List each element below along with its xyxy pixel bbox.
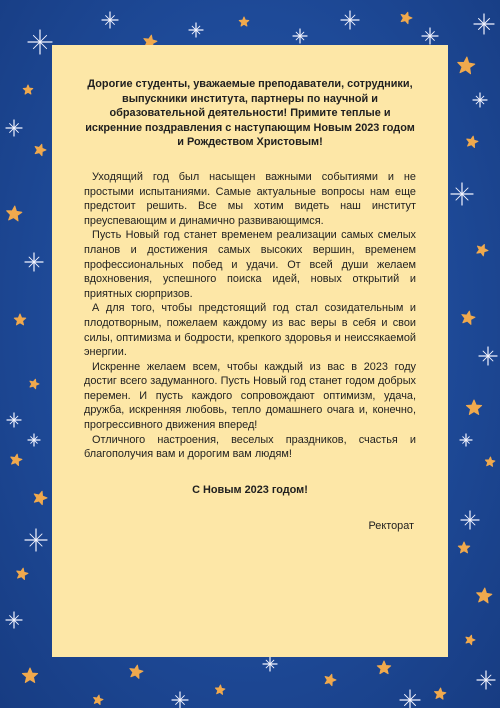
gold-star-icon bbox=[94, 695, 103, 704]
sparkle-icon bbox=[422, 28, 438, 44]
sparkle-icon bbox=[400, 690, 420, 708]
sparkle-icon bbox=[28, 434, 40, 446]
signature: Ректорат bbox=[368, 519, 414, 532]
letter-body bbox=[84, 170, 416, 462]
gold-star-icon bbox=[34, 491, 47, 504]
letter-paragraph: Искренне желаем всем, чтобы каждый из вас в 2023 году достиг всего задуманного. Пусть Новый год станет годом добрых перемен. И пусть каждого сопровождают оптимизм, удача, дружба, искренняя любовь, тепло домашнего очага и, конечно, прогрессивного движения вперед! bbox=[84, 360, 416, 432]
letter-paragraph: Пусть Новый год станет временем реализации самых смелых планов и достижения самых высоких вершин, временем профессиональных побед и удачи. От всей души желаем вдохновения, успешного поиска идей, новых открытий и приятных сюрпризов. bbox=[84, 229, 416, 300]
gold-star-icon bbox=[22, 668, 37, 682]
sparkle-icon bbox=[172, 692, 188, 708]
new-year-greeting: С Новым 2023 годом! bbox=[192, 483, 308, 496]
gold-star-icon bbox=[23, 85, 33, 94]
sparkle-icon bbox=[460, 434, 472, 446]
sparkle-icon bbox=[473, 93, 487, 107]
gold-star-icon bbox=[466, 635, 475, 645]
sparkle-icon bbox=[25, 529, 47, 551]
gold-star-icon bbox=[467, 136, 478, 147]
sparkle-icon bbox=[293, 29, 307, 43]
sparkle-icon bbox=[189, 23, 203, 37]
sparkle-icon bbox=[474, 14, 494, 34]
gold-star-icon bbox=[35, 144, 46, 155]
gold-star-icon bbox=[462, 311, 475, 324]
letter-intro: Дорогие студенты, уважаемые преподаватели, сотрудники, выпускники института, партнеры по научной и образовательной деятельности! Примите теплые и искренние поздравления с наступающим Новым 2023 годом и Рождеством Христовым! bbox=[85, 78, 415, 149]
gold-star-icon bbox=[239, 17, 249, 26]
sparkle-icon bbox=[263, 657, 277, 671]
gold-star-icon bbox=[7, 206, 22, 221]
gold-star-icon bbox=[458, 57, 475, 74]
letter-card bbox=[52, 45, 448, 657]
gold-star-icon bbox=[435, 688, 446, 699]
letter-paragraph: Отличного настроения, веселых праздников, счастья и благополучия вам и дорогим вам людям! bbox=[84, 433, 416, 461]
gold-star-icon bbox=[17, 568, 28, 579]
sparkle-icon bbox=[102, 12, 118, 28]
sparkle-icon bbox=[451, 183, 473, 205]
gold-star-icon bbox=[458, 542, 469, 553]
gold-star-icon bbox=[401, 12, 412, 23]
sparkle-icon bbox=[25, 253, 43, 271]
gold-star-icon bbox=[11, 454, 22, 465]
sparkle-icon bbox=[477, 671, 495, 689]
sparkle-icon bbox=[6, 120, 22, 136]
gold-star-icon bbox=[325, 674, 336, 685]
letter-paragraph: Уходящий год был насыщен важными событиями и не простыми испытаниями. Самые актуальные вопросы нам еще предстоит решить. Все мы хотим видеть наш институт преуспевающим и динамично развивающимся. bbox=[84, 170, 416, 227]
sparkle-icon bbox=[479, 347, 497, 365]
letter-paragraph: А для того, чтобы предстоящий год стал созидательным и плодотворным, пожелаем каждому из вас веры в себя и свои силы, оптимизма и бодрости, крепкого здоровья и неиссякаемой энергии. bbox=[84, 302, 416, 359]
gold-star-icon bbox=[485, 457, 494, 466]
gold-star-icon bbox=[377, 661, 390, 674]
sparkle-icon bbox=[461, 511, 479, 529]
sparkle-icon bbox=[6, 612, 22, 628]
gold-star-icon bbox=[30, 379, 39, 389]
sparkle-icon bbox=[7, 413, 21, 427]
gold-star-icon bbox=[477, 244, 488, 255]
sparkle-icon bbox=[28, 30, 52, 54]
gold-star-icon bbox=[477, 588, 492, 603]
gold-star-icon bbox=[14, 314, 25, 325]
gold-star-icon bbox=[215, 685, 224, 694]
gold-star-icon bbox=[466, 400, 481, 414]
gold-star-icon bbox=[130, 665, 143, 678]
sparkle-icon bbox=[341, 11, 359, 29]
